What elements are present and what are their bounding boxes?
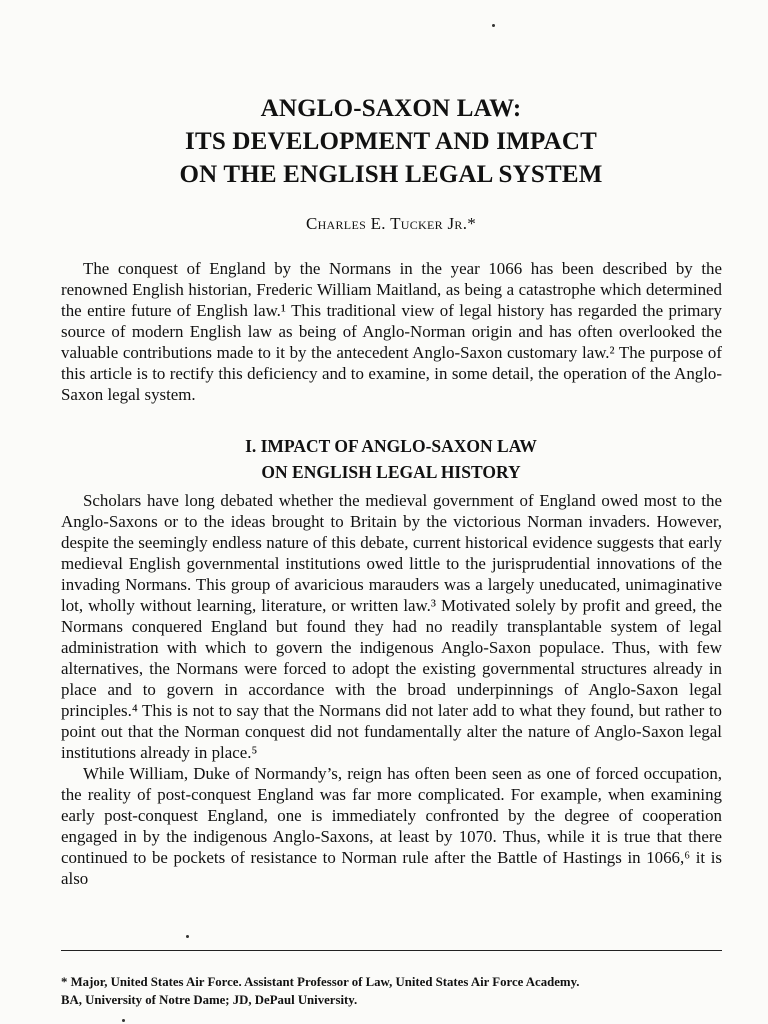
section-heading — [60, 433, 722, 485]
scan-speck — [186, 935, 189, 938]
section-heading-line: I. IMPACT OF ANGLO-SAXON LAW — [245, 436, 537, 456]
footnote-divider — [61, 950, 722, 951]
title-line: ITS DEVELOPMENT AND IMPACT — [185, 128, 597, 155]
intro-paragraph: The conquest of England by the Normans in the year 1066 has been described by the renowned English historian, Frederic William Maitland, as being a catastrophe which determined the entire future of English law.¹ This traditional view of legal history has regarded the primary source of modern English law as being of Anglo-Norman origin and has often overlooked the valuable contributions made to it by the antecedent Anglo-Saxon customary law.² The purpose of this article is to rectify this deficiency and to examine, in some detail, the operation of the Anglo-Saxon legal system. — [61, 259, 722, 404]
article-title — [60, 92, 722, 191]
author-byline: Charles E. Tucker Jr.* — [305, 214, 477, 233]
footnote-line: * Major, United States Air Force. Assistant Professor of Law, United States Air Force Academy. — [61, 975, 580, 989]
title-line: ANGLO-SAXON LAW: — [260, 95, 522, 122]
body-paragraph: While William, Duke of Normandy’s, reign has often been seen as one of forced occupation, the reality of post-conquest England was far more complicated. For example, when examining early post-conquest England, one is immediately confronted by the degree of cooperation engaged in by the indigenous Anglo-Saxons, at least by 1070. Thus, while it is true that there continued to be pockets of resistance to Norman rule after the Battle of Hastings in 1066,⁶ it is also — [61, 764, 722, 888]
scan-speck — [122, 1019, 125, 1022]
section-body — [61, 490, 722, 889]
footnote — [61, 973, 722, 1009]
body-paragraph: Scholars have long debated whether the medieval government of England owed most to the Anglo-Saxons or to the ideas brought to Britain by the victorious Norman invaders. However, despite the seemingly endless nature of this debate, current historical evidence suggests that early medieval English governmental institutions owed little to the jurisprudential innovations of the invading Normans. This group of avaricious marauders was a largely uneducated, unimaginative lot, wholly without learning, literature, or written law.³ Motivated solely by profit and greed, the Normans conquered England but found they had no readily transplantable system of legal administration with which to govern the indigenous Anglo-Saxon populace. Thus, with few alternatives, the Normans were forced to adopt the existing governmental structures already in place and to govern in accordance with the broad underpinnings of Anglo-Saxon legal principles.⁴ This is not to say that the Normans did not later add to what they found, but rather to point out that the Norman conquest did not fundamentally alter the nature of Anglo-Saxon legal institutions already in place.⁵ — [61, 491, 722, 762]
footnote-line: BA, University of Notre Dame; JD, DePaul University. — [61, 993, 358, 1007]
title-line: ON THE ENGLISH LEGAL SYSTEM — [179, 161, 603, 188]
intro-section — [61, 258, 722, 405]
section-heading-line: ON ENGLISH LEGAL HISTORY — [261, 462, 521, 482]
scan-speck — [492, 24, 495, 27]
